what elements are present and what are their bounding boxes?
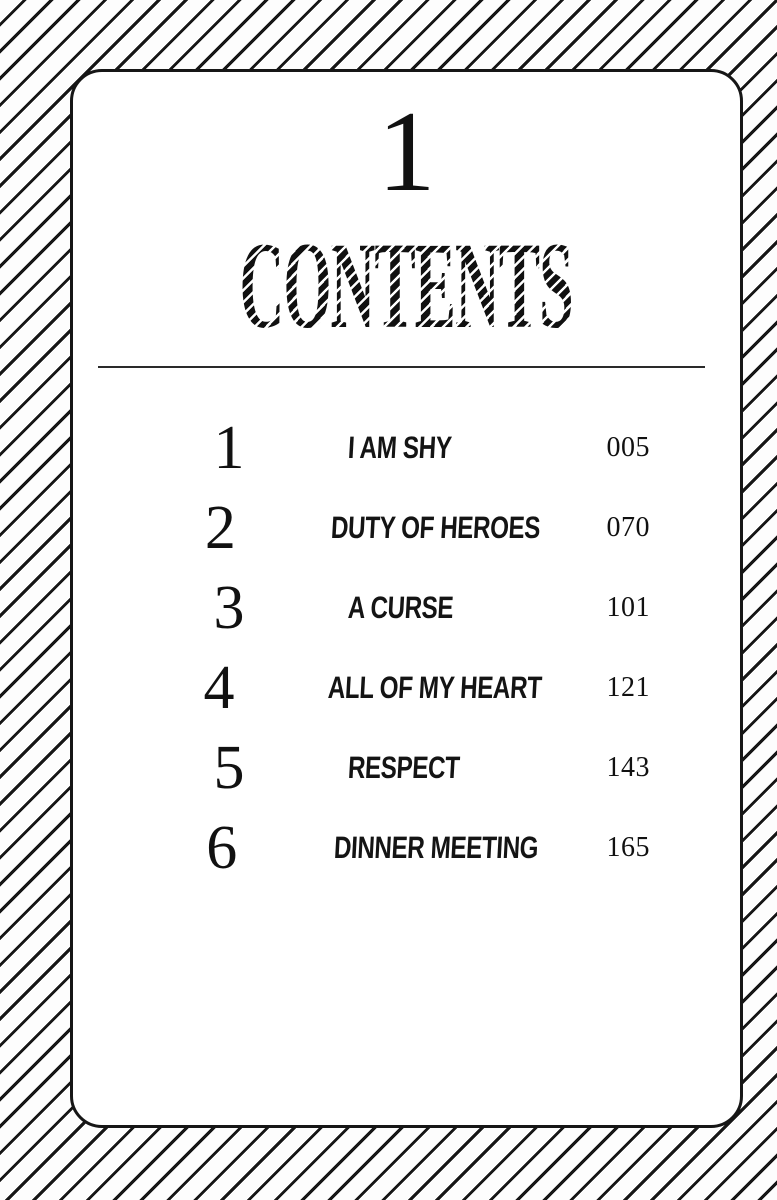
chapter-number: 2 (204, 494, 236, 562)
toc-list (73, 408, 740, 888)
chapter-title: RESPECT (347, 750, 461, 785)
toc-row (199, 568, 650, 648)
chapter-page-number: 143 (606, 752, 650, 783)
toc-row (199, 728, 650, 808)
chapter-number: 5 (213, 734, 245, 802)
toc-row (199, 648, 650, 728)
toc-row (199, 808, 650, 888)
volume-number: 1 (377, 88, 436, 216)
contents-title-wrap (73, 217, 740, 354)
chapter-title: DINNER MEETING (332, 830, 539, 865)
divider-line (98, 366, 705, 368)
contents-title: CONTENTS (239, 217, 574, 354)
chapter-number: 4 (203, 654, 235, 722)
chapter-title: I AM SHY (347, 430, 453, 465)
chapter-title: ALL OF MY HEART (327, 670, 543, 705)
chapter-page-number: 005 (606, 432, 650, 463)
toc-row (199, 408, 650, 488)
toc-row (199, 488, 650, 568)
chapter-page-number: 070 (606, 512, 650, 543)
contents-card (70, 69, 743, 1128)
chapter-title: DUTY OF HEROES (329, 510, 541, 545)
chapter-number: 6 (206, 814, 238, 882)
chapter-page-number: 121 (606, 672, 650, 703)
chapter-number: 1 (213, 414, 245, 482)
chapter-title: A CURSE (347, 590, 455, 625)
chapter-number: 3 (213, 574, 245, 642)
chapter-page-number: 165 (606, 832, 650, 863)
chapter-page-number: 101 (606, 592, 650, 623)
